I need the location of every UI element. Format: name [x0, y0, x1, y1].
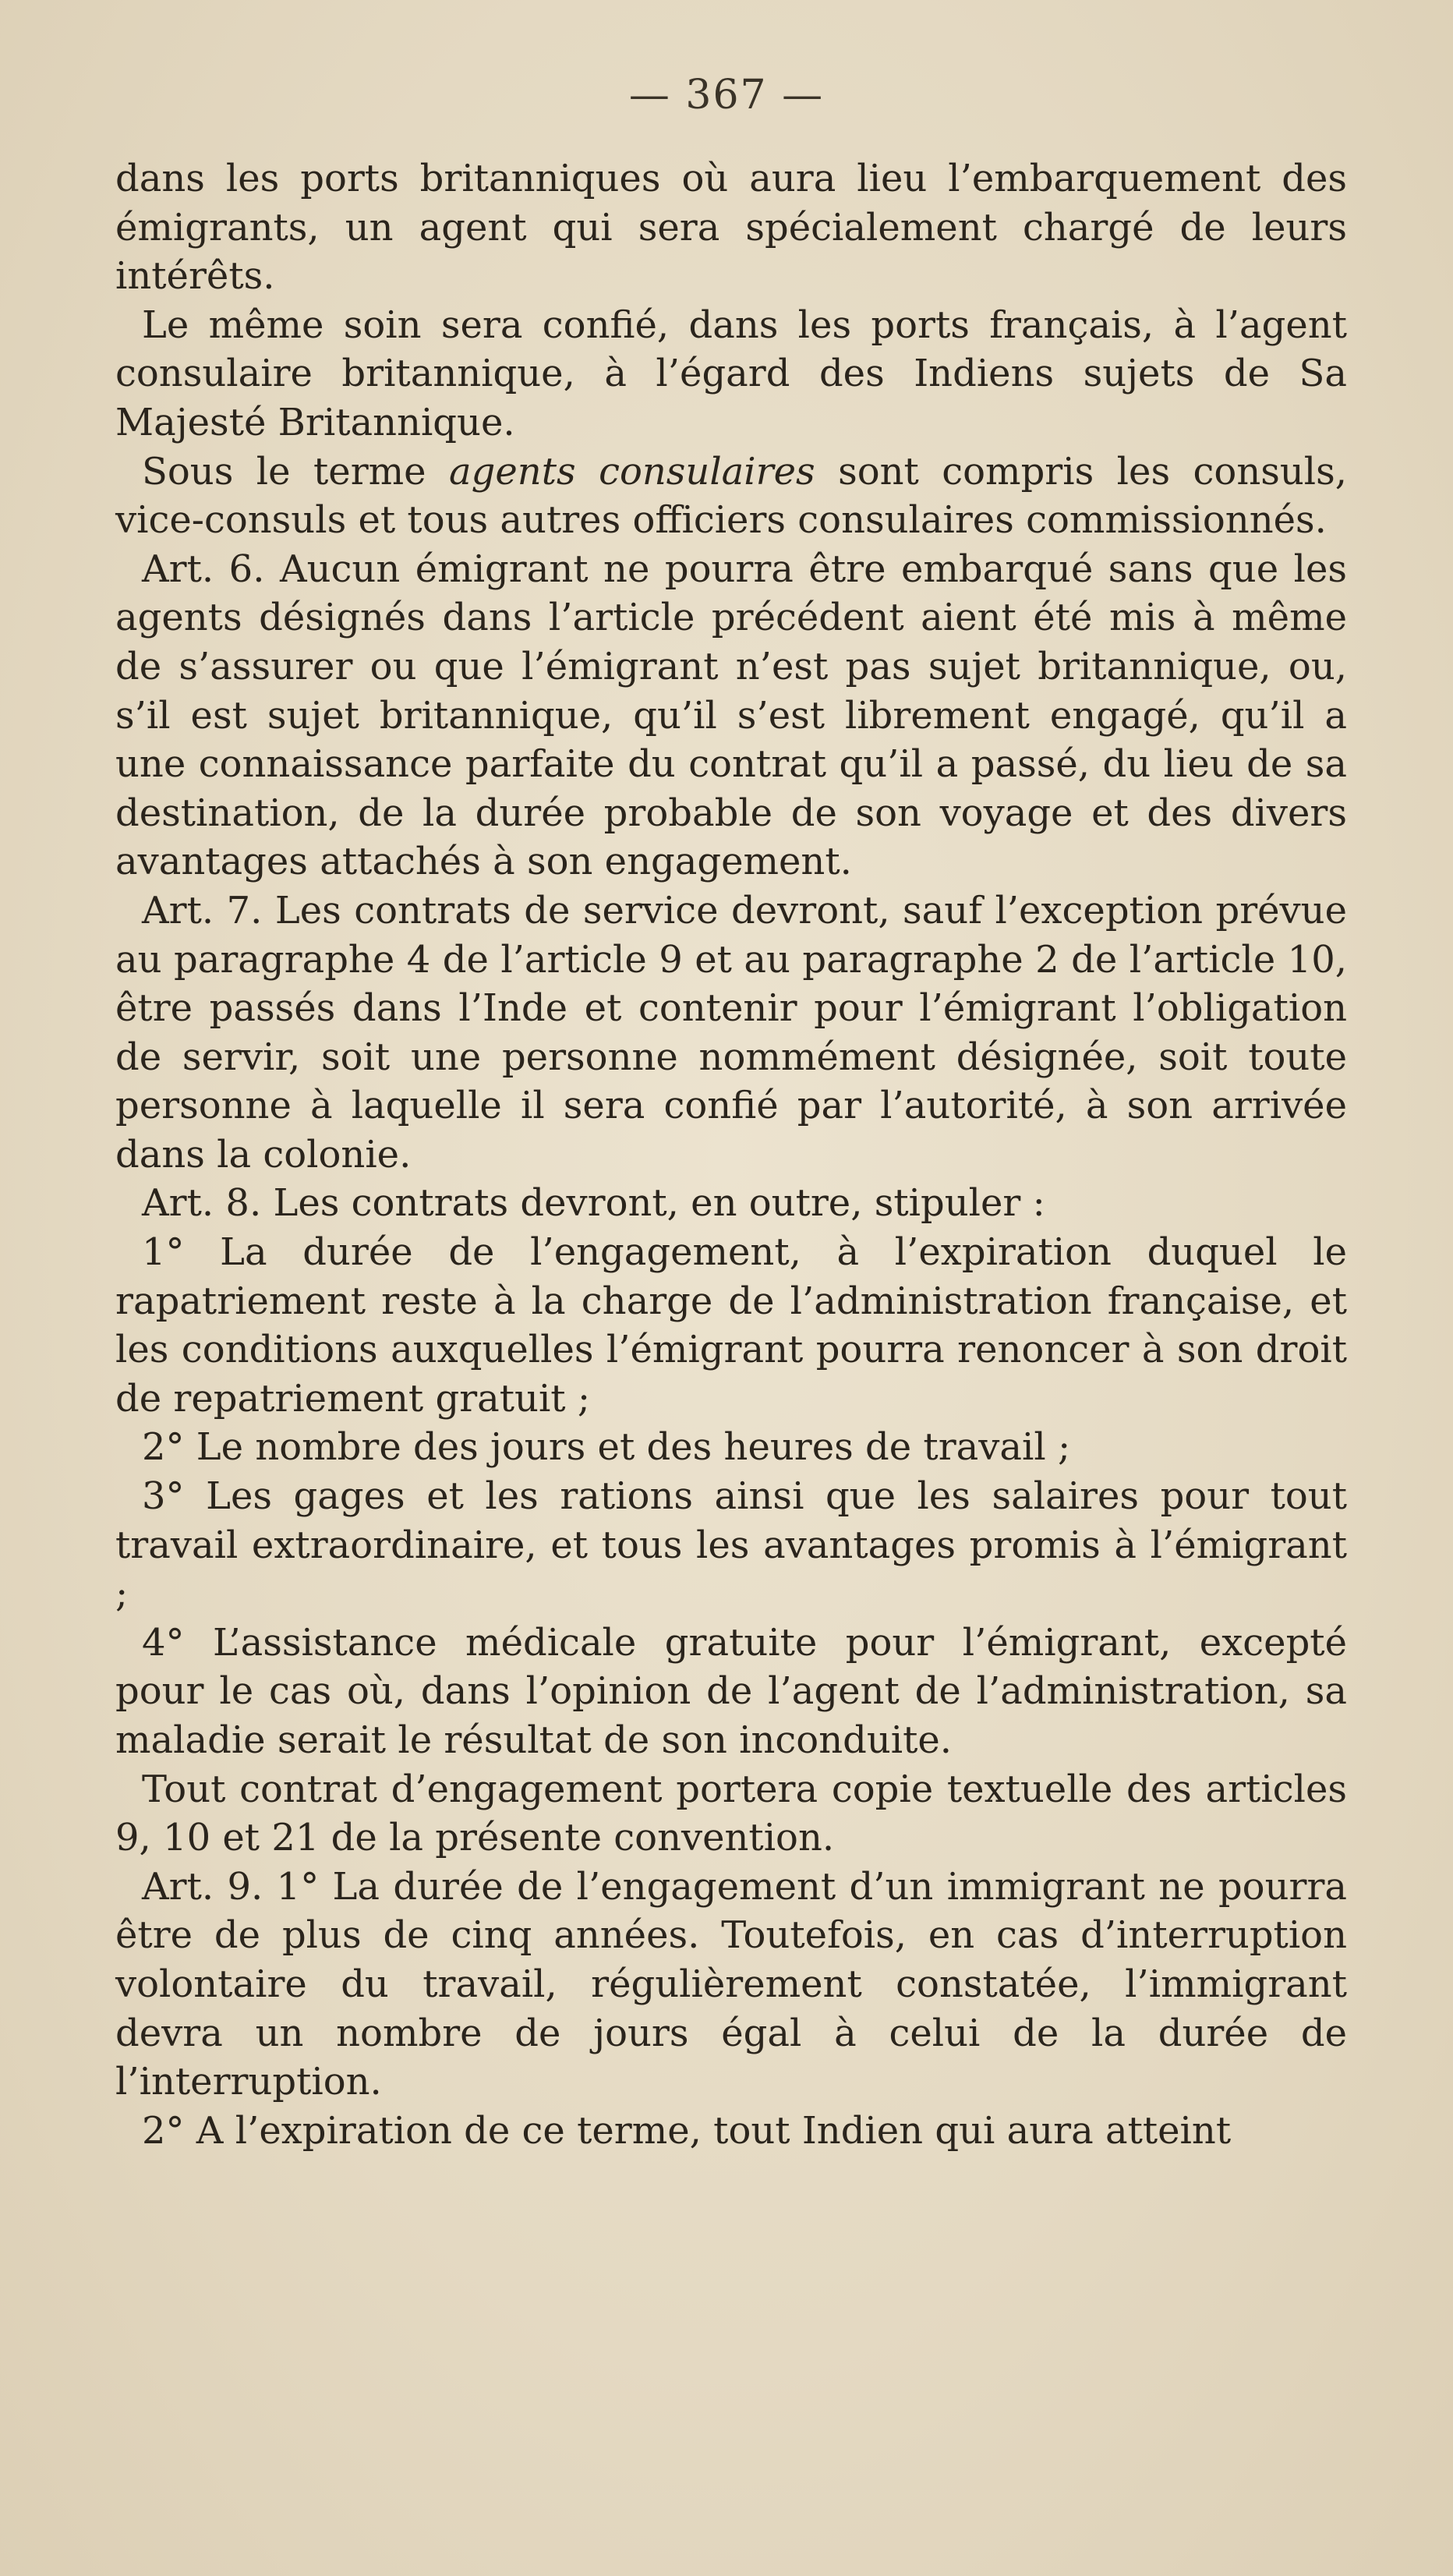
article-8-item-4: 4° L’assistance médicale gratuite pour l’émigrant, excepté pour le cas où, dans l’opinion de l’agent de l’administration, sa maladie serait le résultat de son inconduite. — [115, 1620, 1347, 1762]
paragraph-text: sont compris les consuls, vice-consuls et tous autres officiers consulaires commissionnés. — [115, 449, 1348, 543]
paragraph-consular-agents — [115, 448, 1347, 545]
paragraph-contract-copy: Tout contrat d’engagement portera copie textuelle des articles 9, 10 et 21 de la présente convention. — [115, 1767, 1347, 1860]
italic-term: agents consulaires — [449, 449, 815, 494]
article-8-item-2: 2° Le nombre des jours et des heures de travail ; — [142, 1425, 1071, 1470]
body-text — [115, 154, 1347, 2155]
paragraph-text: Sous le terme — [142, 449, 450, 494]
paragraph: Le même soin sera confié, dans les ports français, à l’agent consulaire britannique, à l’égard des Indiens sujets de Sa Majesté Britannique. — [115, 303, 1347, 444]
article-8: Art. 8. Les contrats devront, en outre, stipuler : — [142, 1181, 1045, 1226]
article-8-item-3: 3° Les gages et les rations ainsi que les salaires pour tout travail extraordinaire, et tous les avantages promis à l’émigrant ; — [115, 1474, 1347, 1616]
article-9: Art. 9. 1° La durée de l’engagement d’un immigrant ne pourra être de plus de cinq années. Toutefois, en cas d’interruption volontaire du travail, régulièrement constatée, l’immigrant devra un nombre de jours égal à celui de la durée de l’interruption. — [115, 1864, 1347, 2104]
page-number-header: — 367 — — [628, 72, 825, 119]
paragraph-continuation: dans les ports britanniques où aura lieu l’embarquement des émigrants, un agent qui sera spécialement chargé de leurs intérêts. — [115, 157, 1347, 299]
article-6: Art. 6. Aucun émigrant ne pourra être embarqué sans que les agents désignés dans l’article précédent aient été mis à même de s’assurer ou que l’émigrant n’est pas sujet britannique, ou, s’il est sujet britannique, qu’il s’est librement engagé, qu’il a une connaissance parfaite du contrat qu’il a passé, du lieu de sa destination, de la durée probable de son voyage et des divers avantages attachés à son engagement. — [115, 547, 1347, 884]
article-7: Art. 7. Les contrats de service devront, sauf l’exception prévue au paragraphe 4 de l’article 9 et au paragraphe 2 de l’article 10, être passés dans l’Inde et contenir pour l’émigrant l’obligation de servir, soit une personne nommément désignée, soit toute personne à laquelle il sera confié par l’autorité, à son arrivée dans la colonie. — [115, 888, 1347, 1177]
article-8-item-1: 1° La durée de l’engagement, à l’expiration duquel le rapatriement reste à la charge de l’administration française, et les conditions auxquelles l’émigrant pourra renoncer à son droit de repatriement gratuit ; — [115, 1230, 1347, 1421]
article-9-item-2: 2° A l’expiration de ce terme, tout Indien qui aura atteint — [142, 2108, 1232, 2153]
